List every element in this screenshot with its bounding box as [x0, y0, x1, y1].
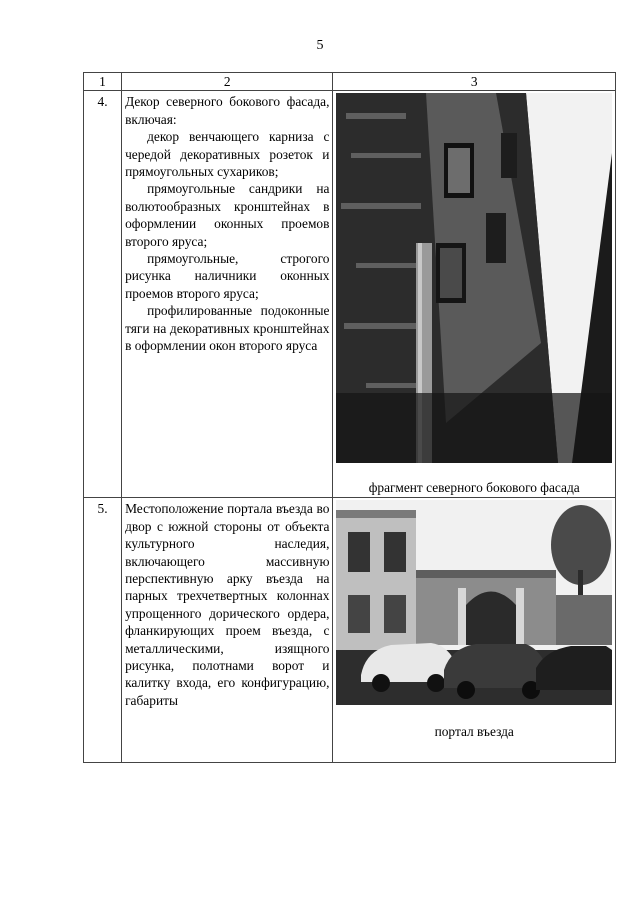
description-line: Декор северного бокового фасада, включая:: [125, 94, 330, 127]
north-facade-photo: [336, 93, 612, 463]
image-caption: портал въезда: [434, 724, 514, 740]
description-line: Местоположение портала въезда во двор с южной стороны от объекта культурного наследия, включающего массивную перспективную арку въезда на парных трехчетвертных колоннах упрощенного дорического ордера, фланкирующих проем въезда, с металлическими, изящного рисунка, полотнами ворот и калитку входа, его конфигурацию, габариты: [125, 501, 330, 708]
row-description: [122, 91, 333, 498]
description-line: профилированные подоконные тяги на декоративных кронштейнах в оформлении окон второго яруса: [125, 303, 330, 354]
protected-features-table: [83, 72, 616, 763]
table-row: [84, 91, 616, 498]
image-caption: фрагмент северного бокового фасада: [368, 480, 580, 496]
row-number: 5.: [84, 498, 122, 763]
description-line: прямоугольные сандрики на волютообразных кронштейнах в оформлении оконных проемов второго яруса;: [125, 181, 330, 249]
page-number: 5: [316, 38, 324, 53]
description-line: декор венчающего карниза с чередой декоративных розеток и прямоугольных сухариков;: [125, 129, 330, 180]
header-col-2: 2: [122, 73, 333, 91]
row-number: 4.: [84, 91, 122, 498]
row-image-cell: [333, 91, 616, 498]
description-line: прямоугольные, строгого рисунка наличники оконных проемов второго яруса;: [125, 251, 330, 301]
row-image-cell: [333, 498, 616, 763]
row-description: [122, 498, 333, 763]
table-row: [84, 498, 616, 763]
table-header-row: [84, 73, 616, 91]
header-col-3: 3: [333, 73, 616, 91]
header-col-1: 1: [84, 73, 122, 91]
entrance-portal-photo: [336, 500, 612, 705]
